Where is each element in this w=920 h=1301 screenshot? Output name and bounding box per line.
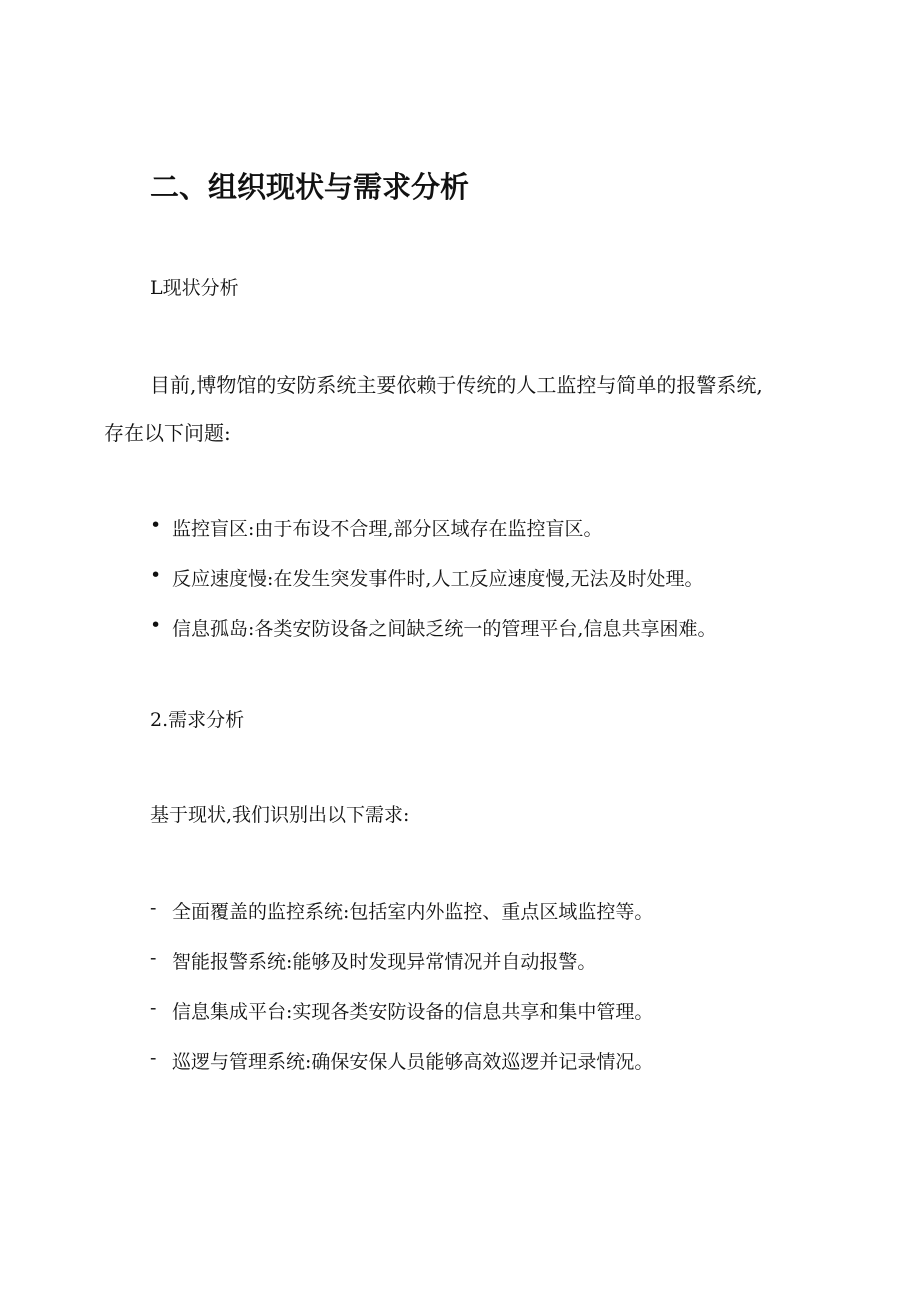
requirement-text: 智能报警系统:能够及时发现异常情况并自动报警。 [172,951,597,973]
dash-marker: - [150,1047,157,1069]
requirement-text: 巡逻与管理系统:确保安保人员能够高效巡逻并记录情况。 [172,1051,654,1073]
list-item [150,947,653,997]
list-item [150,997,653,1047]
bullet-marker: • [150,614,162,636]
dash-marker: - [150,997,157,1019]
dash-marker: - [150,947,157,969]
intro-paragraph-line-1: 目前,博物馆的安防系统主要依赖于传统的人工监控与简单的报警系统, [150,373,763,397]
problem-list [150,514,716,664]
current-status-heading: L现状分析 [150,277,239,299]
dash-marker: - [150,897,157,919]
list-item [150,514,716,564]
list-item [150,1047,653,1097]
requirement-text: 信息集成平台:实现各类安防设备的信息共享和集中管理。 [172,1001,654,1023]
bullet-marker: • [150,514,162,536]
problem-text: 监控盲区:由于布设不合理,部分区域存在监控盲区。 [172,518,603,540]
problem-text: 反应速度慢:在发生突发事件时,人工反应速度慢,无法及时处理。 [172,568,704,590]
list-item [150,897,653,947]
problem-text: 信息孤岛:各类安防设备之间缺乏统一的管理平台,信息共享困难。 [172,618,717,640]
section-title: 二、组织现状与需求分析 [150,170,470,204]
list-item [150,564,716,614]
requirements-heading: 2.需求分析 [150,709,245,731]
requirements-list [150,897,653,1097]
intro-paragraph-line-2: 存在以下问题: [104,421,231,445]
requirement-text: 全面覆盖的监控系统:包括室内外监控、重点区域监控等。 [172,901,654,923]
bullet-marker: • [150,564,162,586]
list-item [150,614,716,664]
requirements-intro: 基于现状,我们识别出以下需求: [150,804,410,826]
